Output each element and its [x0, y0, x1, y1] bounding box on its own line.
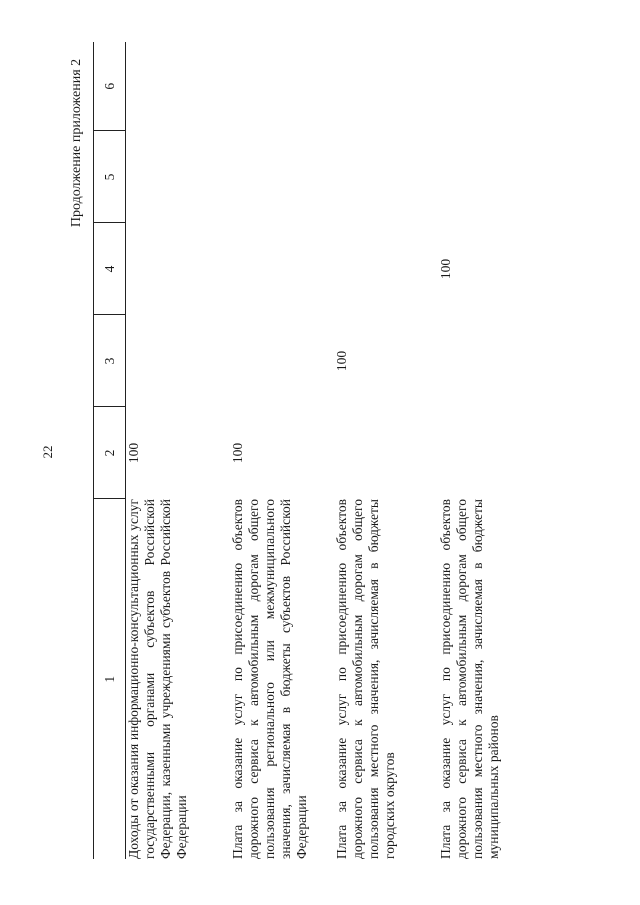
row-description: Доходы от оказания информационно-консультационных услуг государственными органами субъектов Российской Федерации, казенными учреждениями субъектов Российской Федерации	[126, 499, 189, 859]
row-value-col2: 100	[126, 442, 141, 464]
row-value-col6	[126, 42, 231, 131]
row-value-col4	[126, 223, 231, 315]
row-value-col5	[230, 131, 334, 223]
row-value-col2: 100	[230, 442, 245, 464]
corner-mark	[622, 6, 636, 20]
column-header-3: 3	[94, 315, 126, 407]
table-row	[230, 42, 334, 859]
row-value-col3: 100	[334, 350, 349, 372]
row-description: Плата за оказание услуг по присоединению объектов дорожного сервиса к автомобильным дорогам общего пользования местного значения, зачисляемая в бюджеты муниципальных районов	[438, 499, 501, 859]
row-description: Плата за оказание услуг по присоединению объектов дорожного сервиса к автомобильным дорогам общего пользования регионального или межмуниципального значения, зачисляемая в бюджеты субъектов Российской Федерации	[230, 499, 309, 859]
row-value-col4: 100	[438, 258, 453, 280]
row-value-col5	[126, 131, 231, 223]
row-value-col3	[126, 315, 231, 407]
row-value-col4	[230, 223, 334, 315]
column-header-4: 4	[94, 223, 126, 315]
row-value-col5	[334, 131, 438, 223]
row-value-col3	[230, 315, 334, 407]
table-row	[438, 42, 542, 859]
column-header-1: 1	[94, 499, 126, 859]
header-row	[94, 42, 126, 859]
row-value-col2	[438, 407, 542, 499]
row-description: Плата за оказание услуг по присоединению объектов дорожного сервиса к автомобильным дорогам общего пользования местного значения, зачисляемая в бюджеты городских округов	[334, 499, 397, 859]
page-number: 22	[40, 445, 55, 459]
row-value-col6	[438, 42, 542, 131]
continuation-caption: Продолжение приложения 2	[69, 58, 84, 228]
row-value-col6	[230, 42, 334, 131]
column-header-2: 2	[94, 407, 126, 499]
table-row	[334, 42, 438, 859]
column-header-6: 6	[94, 42, 126, 131]
row-value-col2	[334, 407, 438, 499]
row-value-col6	[334, 42, 438, 131]
row-value-col4	[334, 223, 438, 315]
table-row	[126, 42, 231, 859]
rotated-table-container	[93, 42, 631, 859]
row-value-col5	[438, 131, 542, 223]
revenue-table	[93, 42, 542, 859]
column-header-5: 5	[94, 131, 126, 223]
table-area	[93, 42, 631, 859]
row-value-col3	[438, 315, 542, 407]
